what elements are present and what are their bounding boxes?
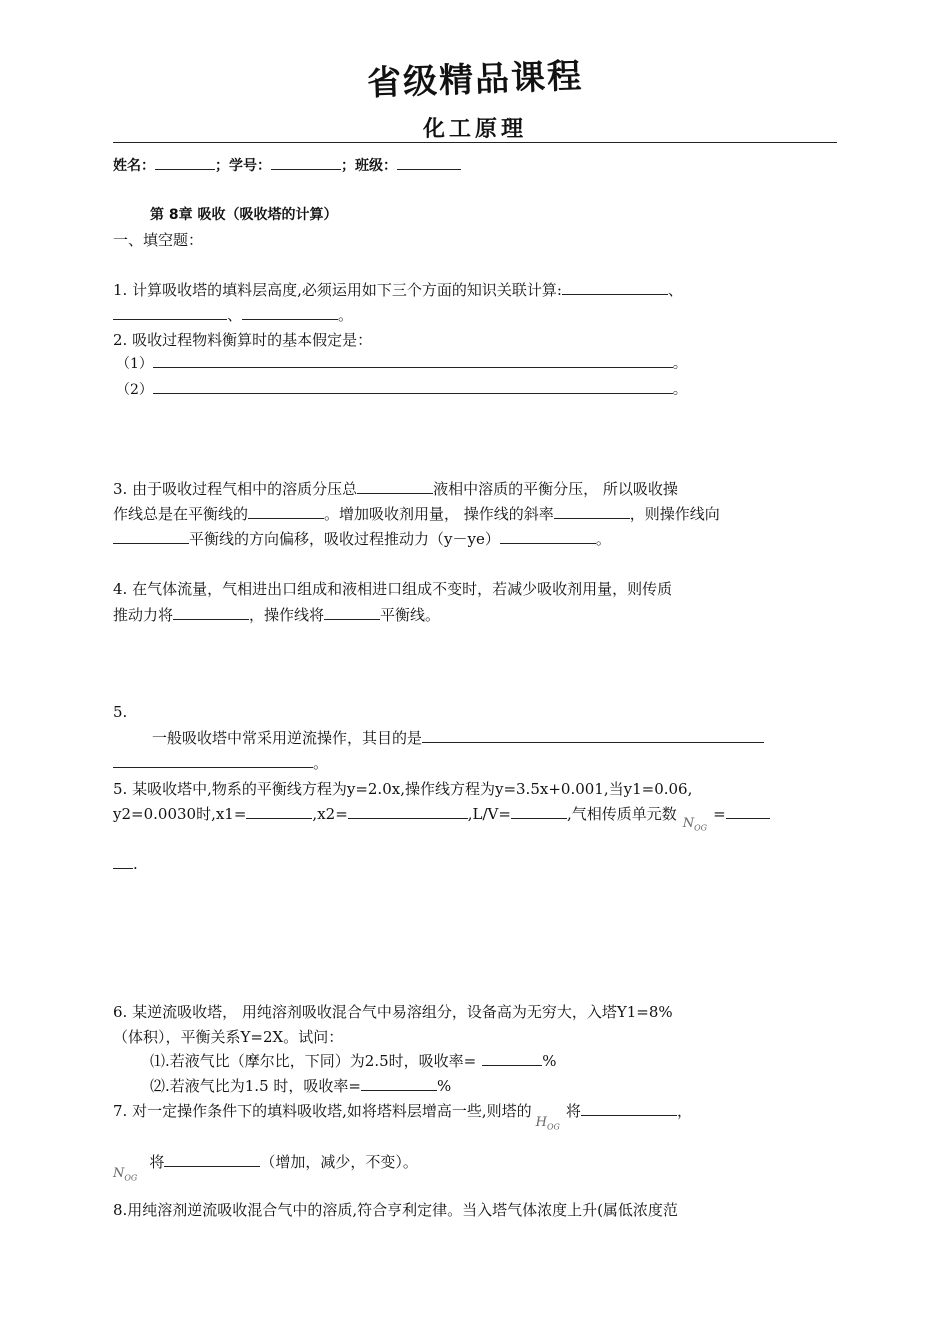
q5b-blank-nog-1[interactable]	[726, 804, 770, 819]
question-6-line-2: （体积），平衡关系Y=2X。试问：	[113, 1028, 344, 1046]
q5a-end: 。	[313, 754, 329, 772]
q4-text-2: ，操作线将	[249, 606, 325, 624]
q5b-blank-x1[interactable]	[246, 804, 312, 819]
student-info-line	[113, 155, 461, 175]
q7-text-1: 7. 对一定操作条件下的填料吸收塔,如将塔料层增高一些,则塔的	[113, 1102, 532, 1120]
name-label: 姓名：	[113, 158, 155, 174]
q3-blank-5[interactable]	[500, 529, 596, 544]
q6-item-1-unit: %	[542, 1052, 557, 1070]
q1-text: 1. 计算吸收塔的填料层高度,必须运用如下三个方面的知识关联计算:	[113, 281, 562, 299]
question-5b-line-2	[113, 803, 770, 833]
q3-blank-1[interactable]	[357, 479, 433, 494]
class-blank[interactable]	[397, 155, 461, 170]
q5a-blank-2[interactable]	[113, 753, 313, 768]
q3-text-6: 平衡线的方向偏移，吸收过程推动力（y－ye）	[189, 530, 500, 548]
question-7-line-2	[113, 1151, 418, 1183]
q1-blank-3[interactable]	[242, 305, 338, 320]
q3-text-1: 3. 由于吸收过程气相中的溶质分压总	[113, 480, 358, 498]
q6-item-2-text: ⑵.若液气比为1.5 时，吸收率=	[150, 1077, 361, 1095]
question-5a-number: 5.	[113, 703, 128, 721]
q5b-blank-x2[interactable]	[348, 804, 468, 819]
q1-sep: 、	[667, 281, 683, 299]
q5b-text-4: ,气相传质单元数	[566, 805, 677, 823]
q5b-text-2: ,x2=	[312, 805, 348, 823]
q3-text-4: 。增加吸收剂用量， 操作线的斜率	[324, 505, 554, 523]
question-3-line-1	[113, 478, 678, 499]
question-4-line-1: 4. 在气体流量，气相进出口组成和液相进口组成不变时，若减少吸收剂用量，则传质	[113, 580, 673, 598]
q4-blank-1[interactable]	[173, 605, 249, 620]
q7-text-4: 将	[149, 1153, 165, 1171]
q6-blank-2[interactable]	[361, 1076, 437, 1091]
q5a-blank-1[interactable]	[422, 728, 764, 743]
question-6-item-2	[150, 1075, 451, 1096]
q4-text-3: 平衡线。	[380, 606, 441, 624]
q2-item-1-end: 。	[672, 356, 687, 372]
q4-text-1: 推动力将	[113, 606, 174, 624]
q2-item-1-label: （1）	[116, 356, 153, 372]
q3-end: 。	[595, 530, 611, 548]
q1-end: 。	[338, 306, 354, 324]
question-5a-line-2	[113, 752, 328, 773]
question-2-text: 2. 吸收过程物料衡算时的基本假定是：	[113, 331, 373, 349]
q5b-end: .	[133, 855, 138, 873]
q3-text-3: 作线总是在平衡线的	[113, 505, 249, 523]
question-7-line-1	[113, 1100, 692, 1132]
q5b-blank-nog-2[interactable]	[113, 854, 133, 869]
question-5b-line-3	[113, 854, 138, 873]
q5b-text-1: y2=0.0030时,x1=	[113, 805, 247, 823]
q7-blank-2[interactable]	[164, 1152, 260, 1167]
question-1-line-1	[113, 279, 683, 300]
q6-item-2-unit: %	[436, 1077, 452, 1095]
id-blank[interactable]	[271, 155, 341, 170]
q2-blank-1[interactable]	[153, 353, 673, 368]
question-3-line-2	[113, 503, 720, 524]
section-heading: 一、填空题：	[113, 231, 204, 249]
q7-text-5: （增加，减少，不变）。	[260, 1153, 418, 1171]
q3-blank-2[interactable]	[248, 504, 324, 519]
question-2-item-2	[116, 379, 687, 399]
question-6-item-1	[150, 1050, 556, 1071]
q6-blank-1[interactable]	[482, 1051, 542, 1066]
q7-text-2: 将	[565, 1102, 581, 1120]
class-label: ；班级：	[341, 158, 397, 174]
chapter-heading: 第 8章 吸收（吸收塔的计算）	[150, 207, 338, 223]
question-3-line-3	[113, 528, 611, 549]
name-blank[interactable]	[155, 155, 215, 170]
q3-blank-3[interactable]	[554, 504, 630, 519]
hog-symbol: $H_{OG}$	[535, 1115, 560, 1132]
course-title: 省级精品课程	[366, 56, 584, 104]
nog-symbol: $N_{OG}$	[682, 816, 708, 833]
q3-text-2: 液相中溶质的平衡分压， 所以吸收操	[433, 480, 678, 498]
q1-blank-2[interactable]	[113, 305, 227, 320]
q2-item-2-label: （2）	[116, 382, 153, 398]
q7-blank-1[interactable]	[581, 1101, 677, 1116]
q1-sep-2: 、	[227, 306, 243, 324]
id-label: ；学号：	[215, 158, 271, 174]
q7-text-3: ，	[676, 1102, 692, 1120]
question-5b-line-1: 5. 某吸收塔中,物系的平衡线方程为y=2.0x,操作线方程为y=3.5x+0.001,当y1=0.06,	[113, 780, 693, 798]
q2-blank-2[interactable]	[153, 379, 673, 394]
header-divider	[113, 142, 837, 143]
question-4-line-2	[113, 604, 440, 625]
q4-blank-2[interactable]	[324, 605, 380, 620]
subject-title: 化工原理	[422, 117, 527, 142]
q6-item-1-text: ⑴.若液气比（摩尔比，下同）为2.5时，吸收率=	[150, 1052, 477, 1070]
question-2-item-1	[116, 353, 687, 373]
question-5a-line-1	[152, 727, 764, 748]
nog-symbol-2: $N_{OG}$	[113, 1166, 138, 1183]
question-6-line-1: 6. 某逆流吸收塔， 用纯溶剂吸收混合气中易溶组分，设备高为无穷大，入塔Y1=8%	[113, 1003, 673, 1021]
q5b-text-5: =	[713, 805, 726, 823]
q5b-blank-lv[interactable]	[511, 804, 567, 819]
q2-item-2-end: 。	[672, 382, 687, 398]
q5a-text: 一般吸收塔中常采用逆流操作，其目的是	[152, 729, 423, 747]
q5b-text-3: ,L/V=	[467, 805, 511, 823]
question-1-line-2	[113, 304, 353, 325]
question-8-line-1: 8.用纯溶剂逆流吸收混合气中的溶质,符合亨利定律。当入塔气体浓度上升(属低浓度范	[113, 1201, 678, 1219]
q3-blank-4[interactable]	[113, 529, 189, 544]
q3-text-5: ，则操作线向	[629, 505, 720, 523]
q1-blank-1[interactable]	[562, 280, 668, 295]
